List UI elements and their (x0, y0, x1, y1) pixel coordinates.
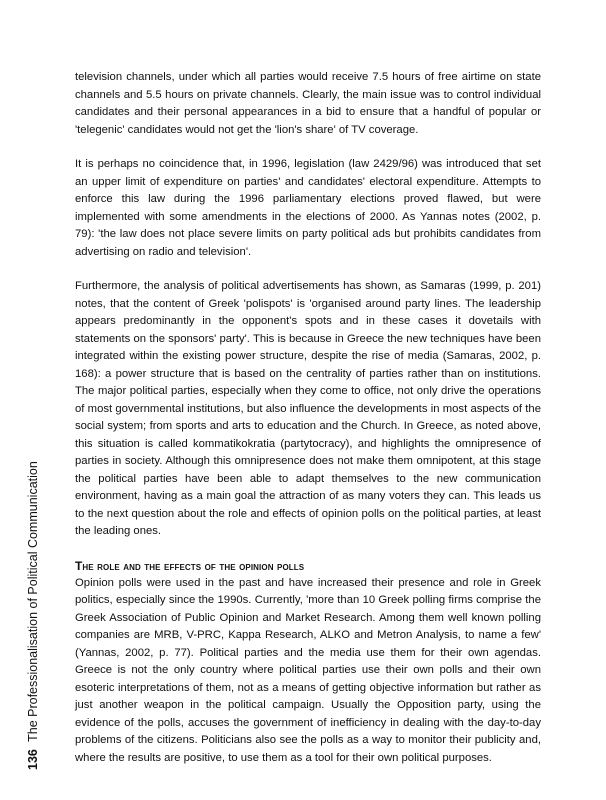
paragraph-1: television channels, under which all parties would receive 7.5 hours of free airtime on state channels and 5.5 hours on private channels. Clearly, the main issue was to control individual candidates and their personal appearances in a bid to ensure that a handful of popular or 'telegenic' candidates would not get the 'lion's share' of TV coverage. (75, 71, 541, 136)
page-number: 136 (26, 749, 40, 770)
paragraph-3: Furthermore, the analysis of political advertisements has shown, as Samaras (1999, p. 201) notes, that the content of Greek 'polispots' is 'organised around party lines. The leadership appears predominantly in the opponent's spots and in these cases it dovetails with statements on the sponsors' party'. This is because in Greece the new techniques have been integrated within the existing power structure, despite the rise of media (Samaras, 2002, p. 168): a power structure that is based on the centrality of parties rather than on institutions. The major political parties, especially when they come to office, not only drive the operations of most governmental institutions, but also influence the developments in most aspects of the social system; from sports and arts to education and the Church. In Greece, as noted above, this situation is called kommatikokratia (partytocracy), and highlights the omnipresence of parties in society. Although this omnipresence does not make them omnipotent, at this stage the political parties have been able to adapt themselves to the new communication environment, having as a main goal the attraction of as many voters they can. This leads us to the next question about the role and effects of opinion polls on the political parties, at least the leading ones. (75, 280, 541, 537)
section-heading: The role and the effects of the opinion polls (75, 558, 305, 573)
running-header (26, 461, 40, 770)
paragraph-gap (75, 261, 541, 278)
paragraph-gap (75, 139, 541, 156)
section-paragraph: Opinion polls were used in the past and have increased their presence and role in Greek politics, especially since the 1990s. Currently, 'more than 10 Greek polling firms comprise the Greek Association of Public Opinion and Market Research. Among them well known polling companies are MRB, V-PRC, Kappa Research, ALKO and Metron Analysis, to name a few' (Yannas, 2002, p. 77). Political parties and the media use them for their own agendas. Greece is not the only country where political parties use their own polls and their own esoteric interpretations of them, not as a means of getting objective information but rather as just another weapon in the political campaign. Usually the Opposition party, using the evidence of the polls, accuses the government of inefficiency in dealing with the day-to-day problems of the citizens. Politicians also see the polls as a way to monitor their publicity and, where the results are positive, to use them as a tool for their own political purposes. (75, 576, 541, 764)
page-body (75, 69, 541, 767)
running-title: The Professionalisation of Political Communication (26, 461, 40, 742)
paragraph-gap (75, 541, 541, 558)
paragraph-2: It is perhaps no coincidence that, in 1996, legislation (law 2429/96) was introduced that set an upper limit of expenditure on parties' and candidates' electoral expenditure. Attempts to enforce this law during the 1996 parliamentary elections proved flawed, but were implemented with some amendments in the elections of 2000. As Yannas notes (2002, p. 79): 'the law does not place severe limits on party political ads but prohibits candidates from advertising on radio and television'. (75, 158, 541, 258)
